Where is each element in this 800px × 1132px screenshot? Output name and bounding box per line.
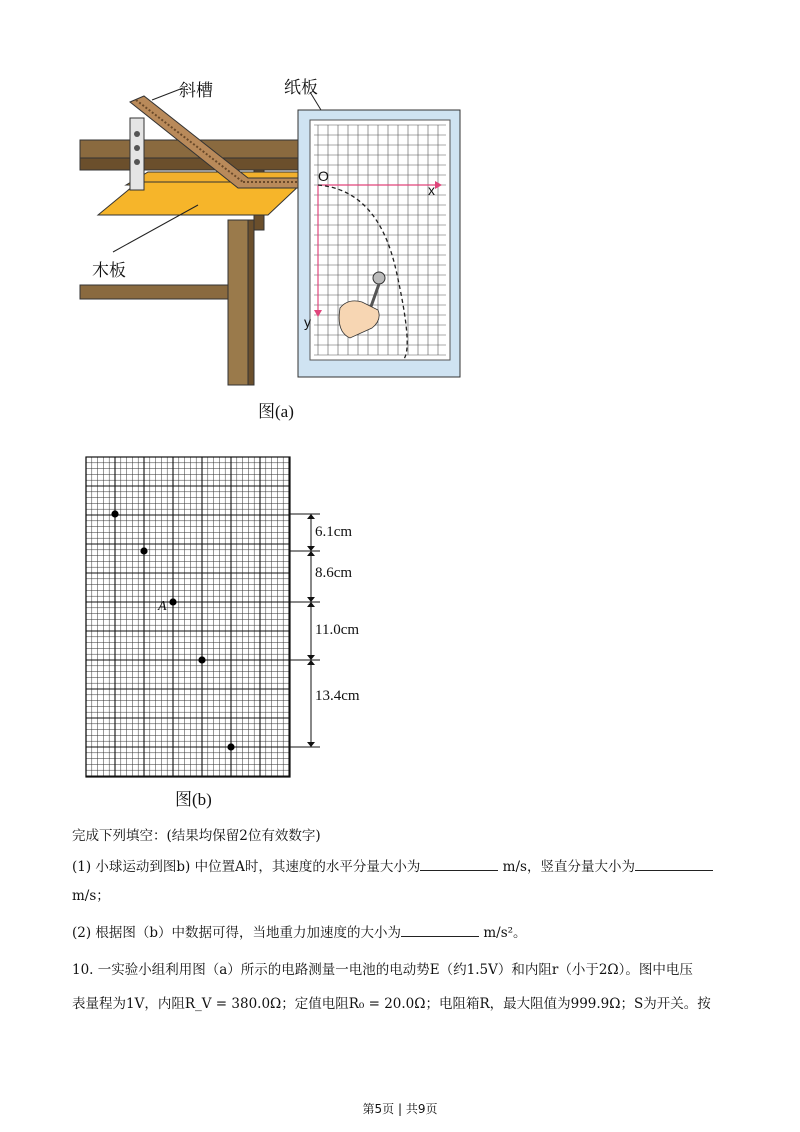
trajectory-point-a <box>169 598 176 605</box>
label-origin: O <box>318 168 329 184</box>
trajectory-point-2 <box>140 547 147 554</box>
label-board: 木板 <box>92 261 126 280</box>
label-y-axis: y <box>304 314 311 330</box>
figure-b <box>82 452 382 782</box>
interval-label-3: 11.0cm <box>315 622 360 638</box>
interval-label-2: 8.6cm <box>315 565 353 581</box>
question-1-unit-b: m/s； <box>72 888 110 904</box>
interval-label-4: 13.4cm <box>315 688 360 704</box>
label-paper: 纸板 <box>284 78 318 97</box>
question-1-unit-a: m/s，竖直分量大小为 <box>502 859 635 875</box>
trajectory-point-4 <box>198 656 205 663</box>
answer-blank-gravity[interactable] <box>401 922 479 937</box>
caption-figure-a: 图(a) <box>258 402 294 421</box>
problem-10-line-1: 10. 一实验小组利用图（a）所示的电路测量一电池的电动势E（约1.5V）和内阻r（小于2Ω）。图中电压 <box>72 962 693 978</box>
question-1-part-a: (1) 小球运动到图b) 中位置A时，其速度的水平分量大小为 <box>72 859 421 875</box>
answer-blank-vertical[interactable] <box>635 856 713 871</box>
question-1-line <box>72 856 713 877</box>
caption-figure-b: 图(b) <box>175 790 212 809</box>
label-x-axis: x <box>428 182 435 198</box>
question-2-part-a: (2) 根据图（b）中数据可得，当地重力加速度的大小为 <box>72 925 402 941</box>
trajectory-point-5 <box>227 743 234 750</box>
label-chute: 斜槽 <box>179 81 213 100</box>
question-2-line <box>72 922 527 943</box>
point-a-label: A <box>158 599 167 614</box>
figure-a <box>78 70 478 390</box>
figure-a-illustration <box>78 70 478 390</box>
interval-label-1: 6.1cm <box>315 524 353 540</box>
page-footer: 第5页 | 共9页 <box>362 1102 438 1116</box>
figure-b-grid <box>82 452 382 782</box>
question-2-unit: m/s²。 <box>483 925 527 941</box>
answer-blank-horizontal[interactable] <box>420 856 498 871</box>
instruction-text: 完成下列填空：(结果均保留2位有效数字) <box>72 828 321 844</box>
problem-10-line-2: 表量程为1V，内阻R_V = 380.0Ω；定值电阻R₀ = 20.0Ω；电阻箱R，最大阻值为999.9Ω；S为开关。按 <box>72 996 711 1012</box>
trajectory-point-1 <box>111 510 118 517</box>
